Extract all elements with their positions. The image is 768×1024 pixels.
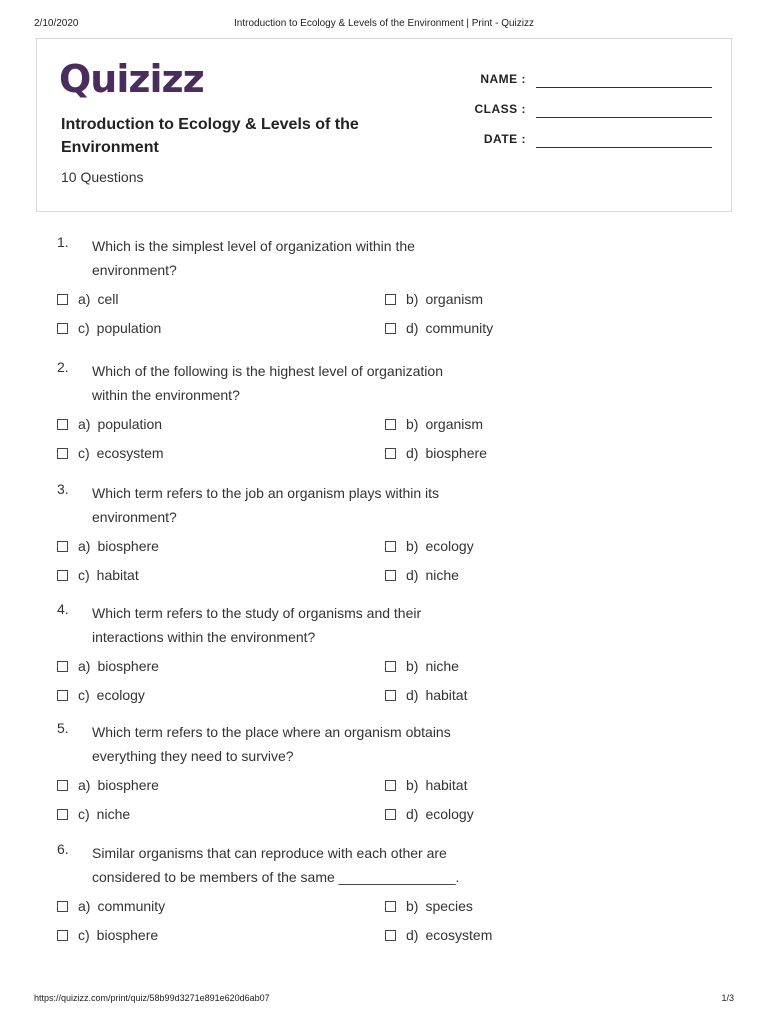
answer-option[interactable]	[57, 414, 162, 434]
option-text: niche	[96, 806, 131, 822]
question-text: Which term refers to the study of organisms and their interactions within the environment?	[92, 605, 422, 645]
answer-option[interactable]	[57, 536, 159, 556]
checkbox-icon[interactable]	[57, 809, 68, 820]
question-text: Which of the following is the highest level of organization within the environment?	[92, 363, 443, 403]
class-label: CLASS :	[474, 102, 526, 116]
option-letter: d)	[406, 320, 419, 336]
option-text: ecology	[425, 538, 474, 554]
option-text: biosphere	[97, 658, 159, 674]
answer-option[interactable]	[385, 318, 493, 338]
option-text: ecosystem	[96, 445, 164, 461]
checkbox-icon[interactable]	[385, 809, 396, 820]
answer-option[interactable]	[385, 289, 483, 309]
quiz-header-card	[36, 38, 732, 212]
answer-option[interactable]	[57, 443, 164, 463]
option-letter: a)	[78, 538, 91, 554]
checkbox-icon[interactable]	[57, 780, 68, 791]
answer-option[interactable]	[385, 536, 474, 556]
checkbox-icon[interactable]	[385, 570, 396, 581]
answer-option[interactable]	[385, 804, 474, 824]
option-letter: a)	[78, 777, 91, 793]
option-text: biosphere	[97, 777, 159, 793]
option-text: population	[96, 320, 162, 336]
option-letter: d)	[406, 806, 419, 822]
option-text: habitat	[425, 777, 468, 793]
option-text: ecology	[96, 687, 145, 703]
answer-option[interactable]	[385, 925, 492, 945]
page-number: 1/3	[721, 993, 734, 1003]
option-text: niche	[425, 658, 459, 674]
print-url: https://quizizz.com/print/quiz/58b99d3271e891e620d6ab07	[34, 993, 270, 1003]
option-letter: d)	[406, 567, 419, 583]
answer-option[interactable]	[385, 565, 459, 585]
option-letter: a)	[78, 898, 91, 914]
date-line	[536, 147, 712, 148]
option-letter: b)	[406, 538, 419, 554]
answer-option[interactable]	[385, 414, 483, 434]
option-text: cell	[97, 291, 119, 307]
checkbox-icon[interactable]	[57, 901, 68, 912]
question-text: Which term refers to the job an organism plays within its environment?	[92, 485, 440, 525]
option-letter: b)	[406, 898, 419, 914]
option-letter: d)	[406, 927, 419, 943]
answer-option[interactable]	[57, 925, 158, 945]
date-field	[477, 130, 712, 150]
checkbox-icon[interactable]	[57, 448, 68, 459]
option-text: niche	[425, 567, 459, 583]
question-text: Which is the simplest level of organization within the environment?	[92, 238, 415, 278]
checkbox-icon[interactable]	[385, 448, 396, 459]
option-letter: c)	[78, 687, 90, 703]
answer-option[interactable]	[57, 289, 118, 309]
quiz-title: Introduction to Ecology & Levels of the Environment	[61, 116, 359, 156]
question-number: 6.	[57, 841, 69, 857]
option-text: ecosystem	[425, 927, 493, 943]
option-letter: c)	[78, 567, 90, 583]
checkbox-icon[interactable]	[385, 419, 396, 430]
answer-option[interactable]	[385, 775, 468, 795]
option-letter: a)	[78, 416, 91, 432]
checkbox-icon[interactable]	[385, 780, 396, 791]
answer-option[interactable]	[57, 656, 159, 676]
question-number: 4.	[57, 601, 69, 617]
checkbox-icon[interactable]	[385, 901, 396, 912]
checkbox-icon[interactable]	[385, 541, 396, 552]
option-text: population	[97, 416, 163, 432]
checkbox-icon[interactable]	[57, 570, 68, 581]
checkbox-icon[interactable]	[57, 541, 68, 552]
option-letter: d)	[406, 445, 419, 461]
name-line	[536, 87, 712, 88]
option-text: habitat	[425, 687, 468, 703]
answer-option[interactable]	[385, 896, 473, 916]
option-letter: d)	[406, 687, 419, 703]
logo-text: Quizizz	[59, 57, 204, 101]
checkbox-icon[interactable]	[57, 930, 68, 941]
checkbox-icon[interactable]	[385, 323, 396, 334]
answer-option[interactable]	[57, 685, 145, 705]
option-letter: c)	[78, 927, 90, 943]
option-letter: b)	[406, 291, 419, 307]
name-label: NAME :	[480, 72, 526, 86]
option-letter: a)	[78, 291, 91, 307]
checkbox-icon[interactable]	[57, 661, 68, 672]
checkbox-icon[interactable]	[57, 690, 68, 701]
option-text: biosphere	[97, 538, 159, 554]
answer-option[interactable]	[385, 685, 468, 705]
print-date: 2/10/2020	[34, 18, 79, 29]
question-text: Similar organisms that can reproduce with each other are considered to be members of the same _______________.	[92, 845, 460, 885]
checkbox-icon[interactable]	[385, 661, 396, 672]
question-text: Which term refers to the place where an organism obtains everything they need to survive?	[92, 724, 451, 764]
answer-option[interactable]	[385, 656, 459, 676]
checkbox-icon[interactable]	[57, 294, 68, 305]
question-number: 5.	[57, 720, 69, 736]
option-text: species	[425, 898, 473, 914]
checkbox-icon[interactable]	[385, 690, 396, 701]
checkbox-icon[interactable]	[385, 930, 396, 941]
answer-option[interactable]	[57, 318, 161, 338]
option-text: community	[425, 320, 494, 336]
print-title: Introduction to Ecology & Levels of the Environment | Print - Quizizz	[234, 18, 534, 29]
class-field	[474, 100, 712, 120]
print-header	[34, 18, 734, 32]
option-letter: a)	[78, 658, 91, 674]
option-text: biosphere	[425, 445, 487, 461]
name-field	[477, 70, 712, 90]
option-text: ecology	[425, 806, 474, 822]
answer-option[interactable]	[385, 443, 487, 463]
option-text: biosphere	[96, 927, 159, 943]
answer-option[interactable]	[57, 804, 130, 824]
date-label: DATE :	[483, 132, 526, 146]
checkbox-icon[interactable]	[57, 419, 68, 430]
option-letter: b)	[406, 416, 419, 432]
option-text: organism	[425, 416, 484, 432]
quizizz-logo	[59, 57, 204, 101]
question-number: 1.	[57, 234, 69, 250]
option-letter: b)	[406, 777, 419, 793]
answer-option[interactable]	[57, 896, 165, 916]
answer-option[interactable]	[57, 775, 159, 795]
question-number: 3.	[57, 481, 69, 497]
print-footer	[34, 993, 734, 1007]
option-letter: c)	[78, 806, 90, 822]
option-text: community	[97, 898, 166, 914]
class-line	[536, 117, 712, 118]
option-text: habitat	[96, 567, 139, 583]
option-letter: c)	[78, 320, 90, 336]
answer-option[interactable]	[57, 565, 139, 585]
question-number: 2.	[57, 359, 69, 375]
option-letter: c)	[78, 445, 90, 461]
option-letter: b)	[406, 658, 419, 674]
checkbox-icon[interactable]	[385, 294, 396, 305]
checkbox-icon[interactable]	[57, 323, 68, 334]
option-text: organism	[425, 291, 484, 307]
question-count: 10 Questions	[61, 169, 144, 185]
